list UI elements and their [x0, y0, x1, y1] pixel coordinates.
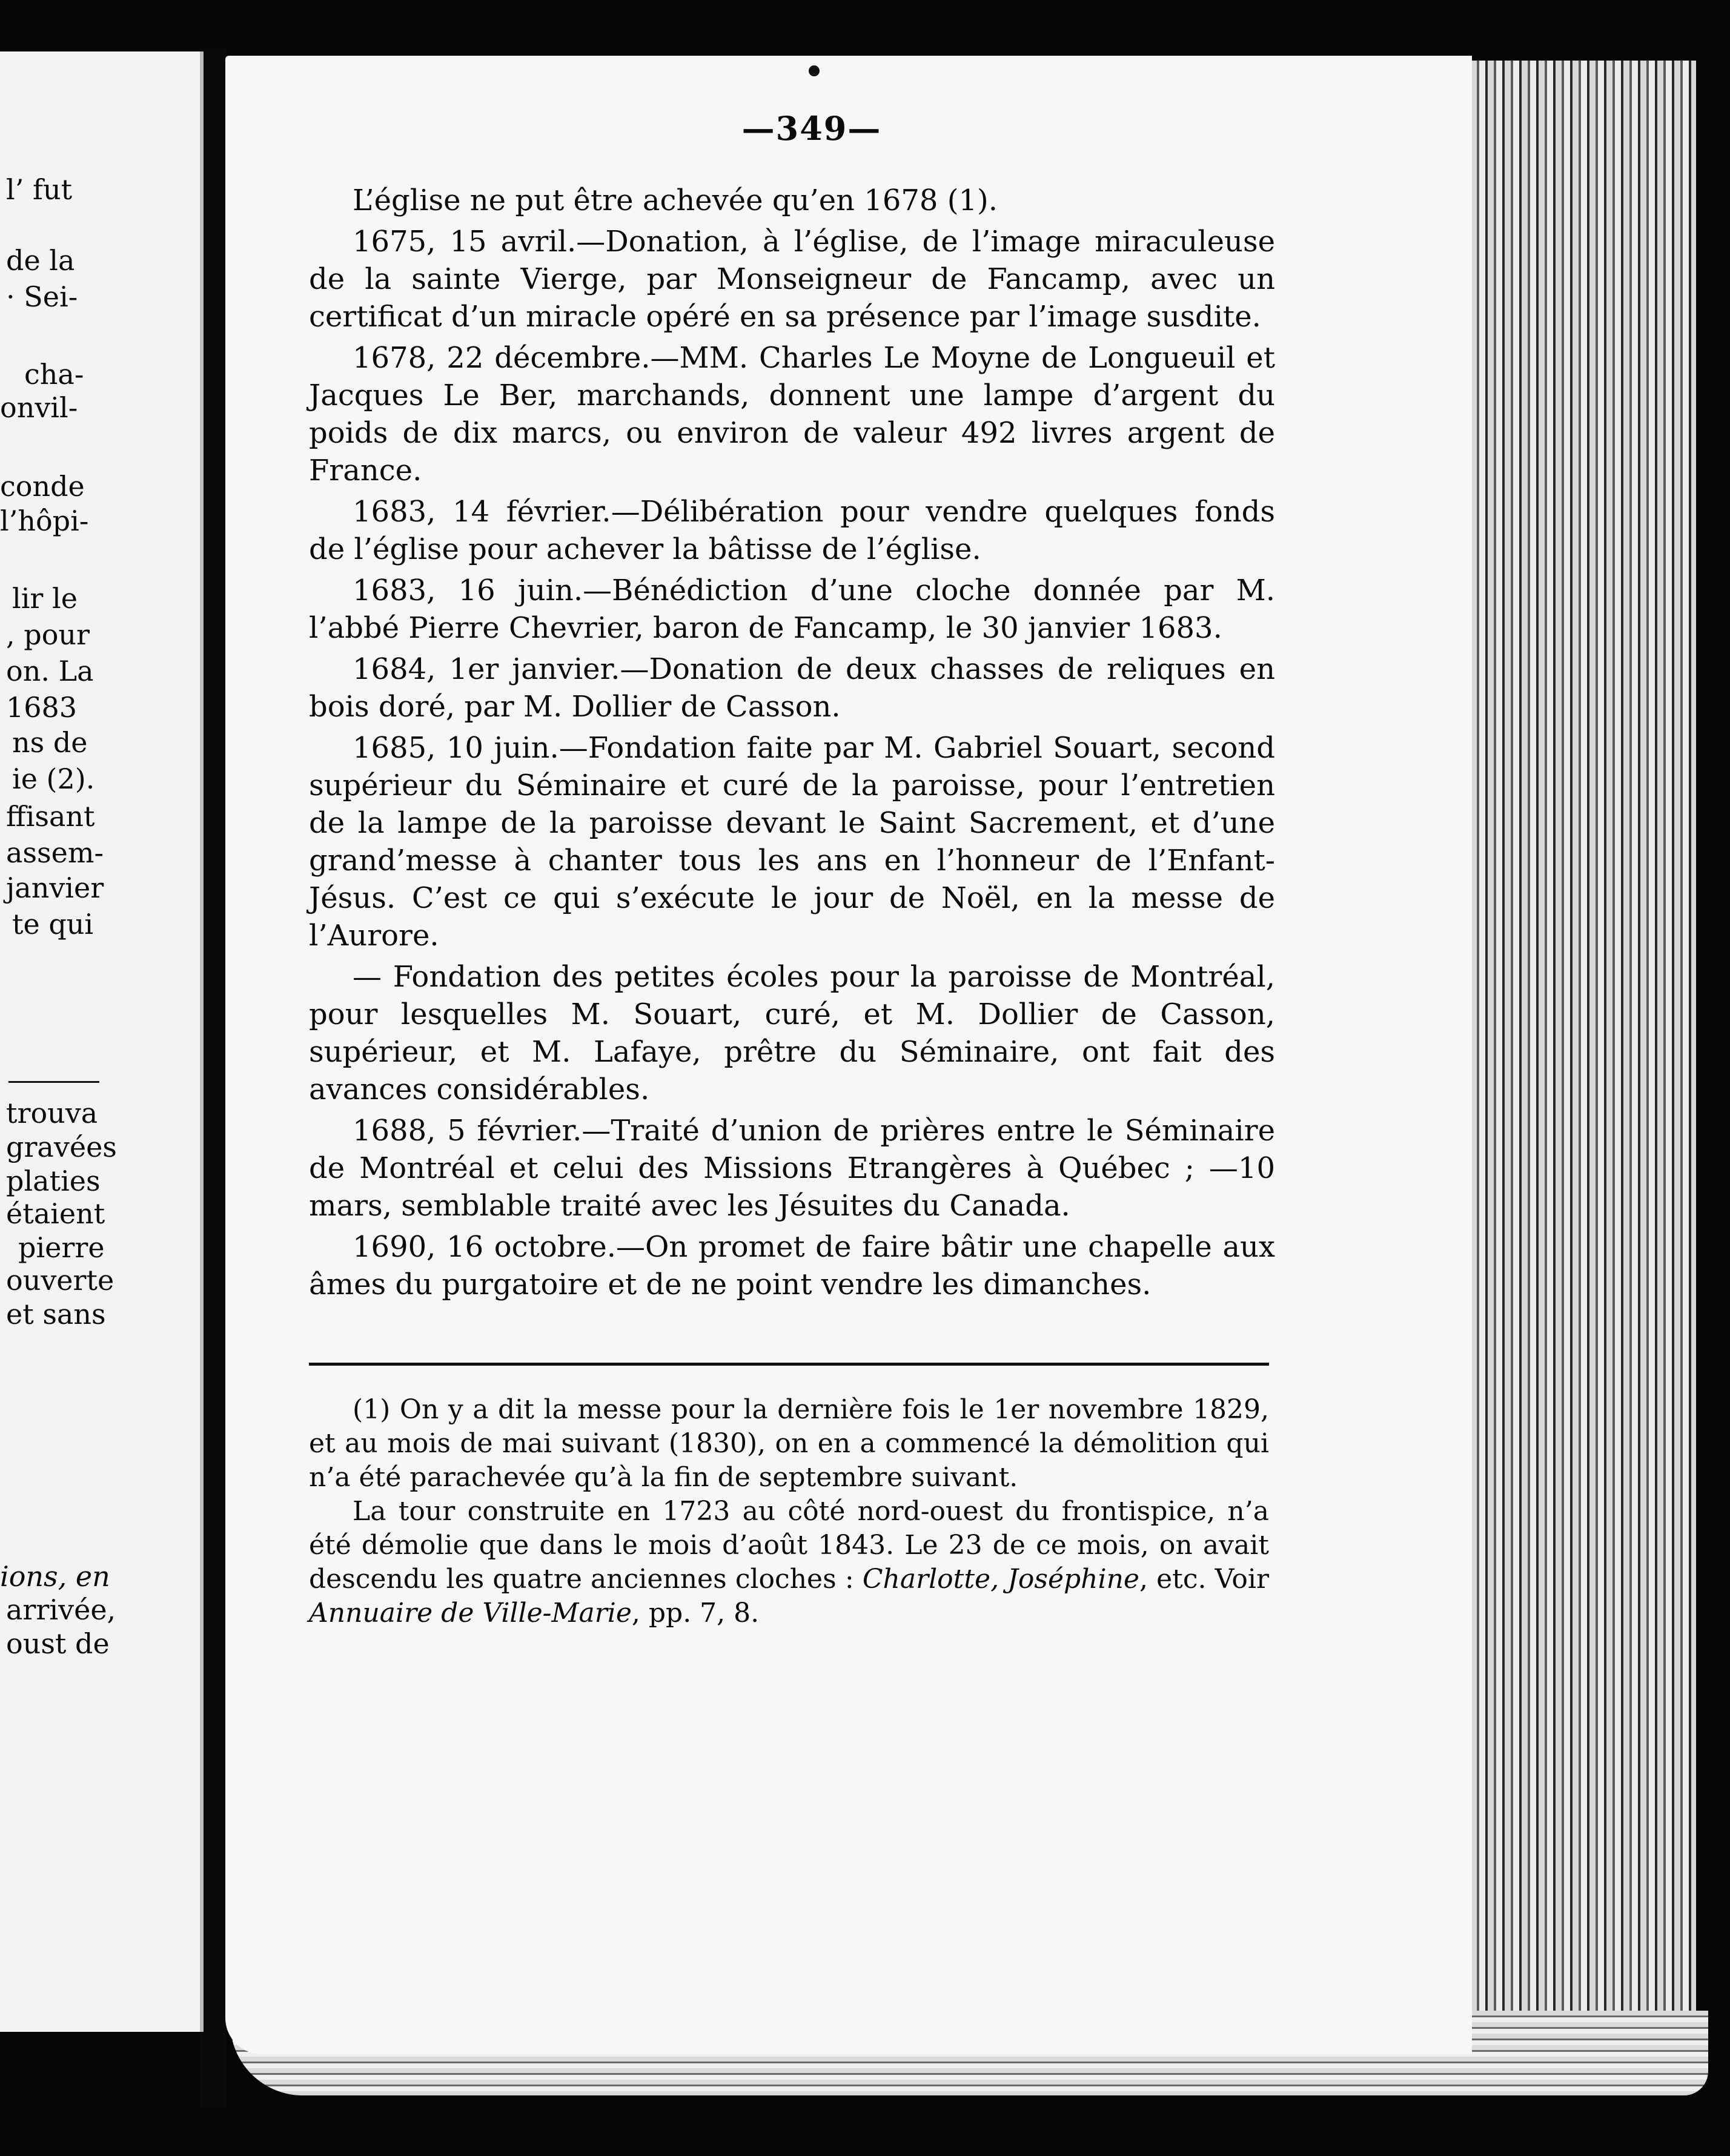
left-page-line: platies	[6, 1165, 101, 1197]
left-page-line: ie (2).	[12, 762, 95, 795]
left-page-line: assem-	[6, 836, 104, 869]
page-number: —349—	[741, 109, 882, 148]
paragraph: 1690, 16 octobre.—On promet de faire bâtir une chapelle aux âmes du purgatoire et de ne point vendre les dimanches.	[309, 1230, 1275, 1301]
left-page-line: l’ fut	[6, 173, 73, 206]
left-page-line: te qui	[12, 908, 94, 941]
left-page-line: lir le	[12, 582, 78, 615]
left-page-line: cha-	[24, 358, 84, 391]
left-page-line: conde	[0, 470, 85, 503]
left-page-line: arrivée,	[6, 1593, 116, 1626]
left-page-line: pierre	[18, 1231, 105, 1264]
left-page-line: · Sei-	[6, 280, 78, 313]
left-page-line: gravées	[6, 1131, 117, 1163]
left-page-line: on. La	[6, 655, 94, 687]
footnote-rule	[309, 1363, 1269, 1366]
left-page-line: et sans	[6, 1298, 106, 1331]
book-spine	[200, 48, 227, 2108]
footnotes	[309, 1393, 1269, 1630]
left-page	[0, 51, 204, 2032]
left-page-line: 1683	[6, 691, 78, 724]
page-speck	[809, 65, 820, 76]
left-page-line: trouva	[6, 1097, 98, 1129]
left-page-line: ffisant	[6, 800, 95, 833]
paragraph: — Fondation des petites écoles pour la paroisse de Montréal, pour lesquelles M. Souart, curé, et M. Dollier de Casson, supérieur, et M. Lafaye, prêtre du Séminaire, ont fait des avances considérables.	[309, 960, 1275, 1106]
left-page-line: ouverte	[6, 1264, 114, 1297]
left-page-line: oust de	[6, 1627, 110, 1660]
left-page-line: , pour	[6, 618, 90, 651]
left-page-rule	[8, 1081, 99, 1083]
paragraph: L’église ne put être achevée qu’en 1678 (1).	[353, 184, 998, 217]
left-page-line: ns de	[12, 726, 88, 759]
footnote-2-reference-title: Annuaire de Ville-Marie	[309, 1598, 632, 1629]
left-page-line: de la	[6, 244, 75, 277]
left-page-line: l’hôpi-	[0, 504, 89, 537]
footnote-2-text: La tour construite en 1723 au côté nord-ouest du frontispice, n’a été démolie que dans le mois d’août 1843. Le 23 de ce mois, on avait descendu les quatre anciennes cloches :	[309, 1496, 1269, 1595]
footnote-2-end: , pp. 7, 8.	[631, 1598, 760, 1629]
footnote-2-mid: , etc. Voir	[1139, 1564, 1269, 1595]
left-page-line: étaient	[6, 1197, 105, 1230]
paragraph: 1683, 14 février.—Délibération pour vendre quelques fonds de l’église pour achever la bâtisse de l’église.	[309, 495, 1275, 566]
footnote-2-bell-names: Charlotte, Joséphine	[862, 1564, 1139, 1595]
paragraph: 1688, 5 février.—Traité d’union de prières entre le Séminaire de Montréal et celui des Missions Etrangères à Québec ; —10 mars, semblable traité avec les Jésuites du Canada.	[309, 1114, 1275, 1223]
paragraph: 1678, 22 décembre.—MM. Charles Le Moyne de Longueuil et Jacques Le Ber, marchands, donnent une lampe d’argent du poids de dix marcs, ou environ de valeur 492 livres argent de France.	[309, 341, 1275, 488]
paragraph: 1685, 10 juin.—Fondation faite par M. Gabriel Souart, second supérieur du Séminaire et curé de la paroisse, pour l’entretien de la lampe de la paroisse devant le Saint Sacrement, et d’une grand’messe à chanter tous les ans en l’honneur de l’Enfant-Jésus. C’est ce qui s’exécute le jour de Noël, en la messe de l’Aurore.	[309, 731, 1275, 953]
left-page-line: ions, en	[0, 1560, 110, 1593]
paragraph: 1684, 1er janvier.—Donation de deux chasses de reliques en bois doré, par M. Dollier de Casson.	[309, 652, 1275, 724]
page-edges-right	[1454, 61, 1696, 2077]
paragraph: 1675, 15 avril.—Donation, à l’église, de l’image miraculeuse de la sainte Vierge, par Monseigneur de Fancamp, avec un certificat d’un miracle opéré en sa présence par l’image susdite.	[309, 225, 1275, 334]
left-page-line: onvil-	[0, 391, 78, 424]
footnote-2	[309, 1495, 1269, 1630]
body-text	[309, 182, 1275, 1307]
left-page-line: janvier	[6, 871, 104, 904]
footnote-1: (1) On y a dit la messe pour la dernière fois le 1er novembre 1829, et au mois de mai suivant (1830), on en a commencé la démolition qui n’a été parachevée qu’à la fin de septembre suivant.	[309, 1394, 1269, 1493]
paragraph: 1683, 16 juin.—Bénédiction d’une cloche donnée par M. l’abbé Pierre Chevrier, baron de Fancamp, le 30 janvier 1683.	[309, 574, 1275, 645]
